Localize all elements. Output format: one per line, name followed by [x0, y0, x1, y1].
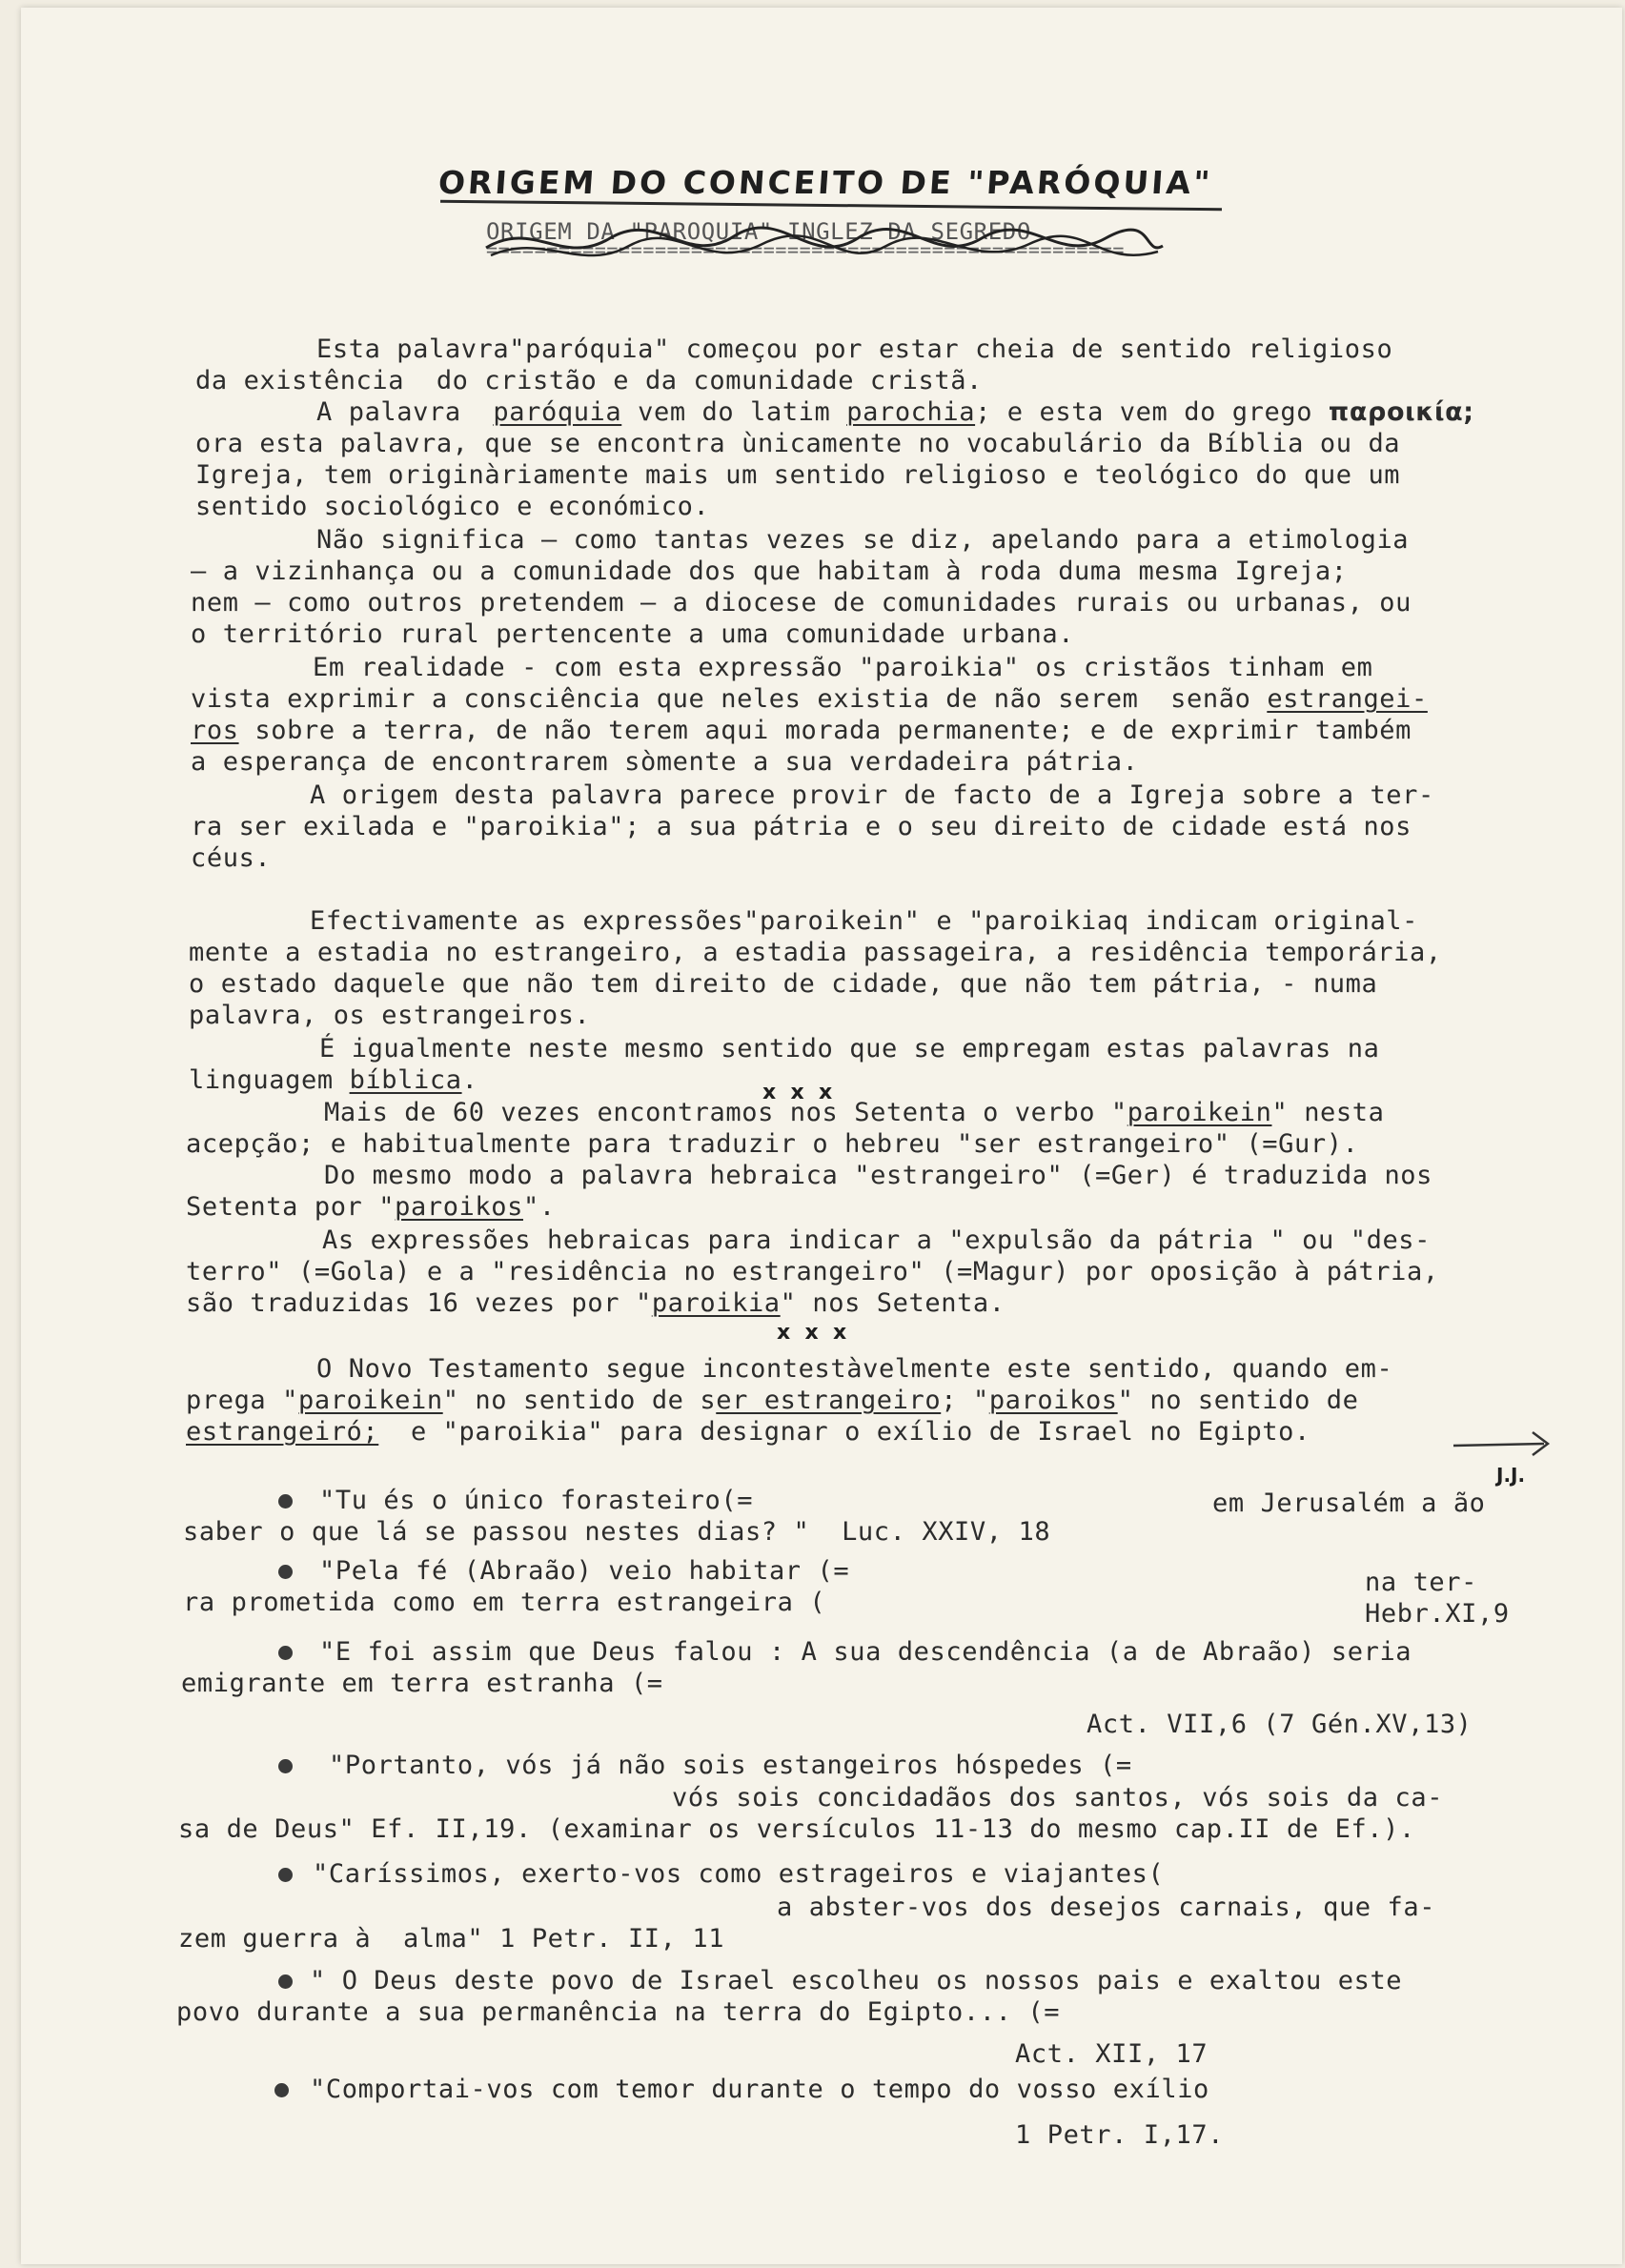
p2-line3: Igreja, tem originàriamente mais um sentido religioso e teológico do que um	[195, 460, 1401, 490]
p9-line1: Do mesmo modo a palavra hebraica "estrangeiro" (=Ger) é traduzida nos	[324, 1161, 1433, 1190]
p3-line2: — a vizinhança ou a comunidade dos que habitam à roda duma mesma Igreja;	[191, 557, 1348, 586]
p6-line4: palavra, os estrangeiros.	[189, 1001, 591, 1030]
q7-ref: 1 Petr. I,17.	[1015, 2120, 1225, 2150]
q1-line2: saber o que lá se passou nestes dias? " Luc. XXIV, 18	[183, 1517, 1051, 1547]
bullet-icon	[278, 1646, 293, 1660]
p4-line1: Em realidade - com esta expressão "paroikia" os cristãos tinham em	[313, 653, 1373, 682]
p3-line1: Não significa — como tantas vezes se diz, apelando para a etimologia	[316, 525, 1410, 555]
q3-line2: emigrante em terra estranha (=	[181, 1669, 663, 1698]
subtitle-double-underline: =====================================================	[486, 238, 1125, 261]
arrow-icon	[1449, 1425, 1563, 1463]
bullet-icon	[278, 1759, 293, 1773]
bullet-icon	[278, 1868, 293, 1882]
p5-line1: A origem desta palavra parece provir de facto de a Igreja sobre a ter-	[310, 780, 1434, 810]
p8-line2: acepção; e habitualmente para traduzir o hebreu "ser estrangeiro" (=Gur).	[186, 1129, 1359, 1159]
bullet-icon	[278, 1974, 293, 1989]
p6-line2: mente a estadia no estrangeiro, a estadia passageira, a residência temporária,	[189, 938, 1442, 967]
q2-right2: Hebr.XI,9	[1365, 1599, 1510, 1629]
p6-line3: o estado daquele que não tem direito de cidade, que não tem pátria, - numa	[189, 969, 1378, 999]
bullet-icon	[278, 1565, 293, 1579]
cross-marks-1: x x x	[762, 1081, 833, 1104]
q5-line1: "Caríssimos, exerto-vos como estrageiros e viajantes(	[313, 1859, 1165, 1889]
handwritten-initials: J.J.	[1496, 1464, 1526, 1487]
bullet-icon	[278, 1494, 293, 1509]
q2-line2: ra prometida como em terra estrangeira (	[183, 1588, 826, 1617]
p4-line4: a esperança de encontrarem sòmente a sua verdadeira pátria.	[191, 747, 1139, 777]
p8-line1: Mais de 60 vezes encontramos nos Setenta o verbo "paroikein" nesta	[324, 1098, 1385, 1127]
p5-line3: céus.	[191, 843, 272, 873]
handwritten-title: ORIGEM DO CONCEITO DE "PARÓQUIA"	[437, 164, 1214, 201]
p4-line2: vista exprimir a consciência que neles existia de não serem senão estrangei-	[191, 684, 1428, 714]
q2-right1: na ter-	[1365, 1568, 1477, 1597]
p2-line4: sentido sociológico e económico.	[195, 492, 710, 521]
q5-line2: a abster-vos dos desejos carnais, que fa-	[777, 1893, 1436, 1922]
q4-line2: vós sois concidadãos dos santos, vós sois da ca-	[672, 1783, 1444, 1812]
p3-line4: o território rural pertencente a uma comunidade urbana.	[191, 619, 1075, 649]
greek-word: παροικία;	[1328, 397, 1474, 427]
bullet-icon	[274, 2083, 289, 2097]
q1-right: em Jerusalém a ão	[1212, 1488, 1486, 1518]
q1-line1: "Tu és o único forasteiro(=	[319, 1486, 754, 1515]
p7-line1: É igualmente neste mesmo sentido que se empregam estas palavras na	[319, 1034, 1380, 1063]
p5-line2: ra ser exilada e "paroikia"; a sua pátria e o seu direito de cidade está nos	[191, 812, 1412, 841]
q6-line2: povo durante a sua permanência na terra do Egipto... (=	[176, 1997, 1061, 2027]
strike-through-scribble	[477, 210, 1172, 276]
q6-ref: Act. XII, 17	[1015, 2039, 1209, 2069]
p4-line3: ros sobre a terra, de não terem aqui morada permanente; e de exprimir também	[191, 716, 1412, 745]
q2-line1: "Pela fé (Abraão) veio habitar (=	[319, 1556, 850, 1586]
q5-line3: zem guerra à alma" 1 Petr. II, 11	[178, 1924, 725, 1954]
p3-line3: nem — como outros pretendem — a diocese de comunidades rurais ou urbanas, ou	[191, 588, 1412, 618]
q7-line1: "Comportai-vos com temor durante o tempo do vosso exílio	[310, 2075, 1209, 2104]
p9-line2: Setenta por "paroikos".	[186, 1192, 556, 1222]
q6-line1: " O Deus deste povo de Israel escolheu os nossos pais e exaltou este	[310, 1966, 1403, 1995]
q4-line1: "Portanto, vós já não sois estangeiros hóspedes (=	[329, 1751, 1132, 1780]
q3-line1: "E foi assim que Deus falou : A sua descendência (a de Abraão) seria	[319, 1637, 1412, 1667]
p11-line2: prega "paroikein" no sentido de ser estrangeiro; "paroikos" no sentido de	[186, 1386, 1359, 1415]
cross-marks-2: x x x	[777, 1321, 847, 1345]
q3-ref: Act. VII,6 (7 Gén.XV,13)	[1087, 1710, 1473, 1739]
p1-line1: Esta palavra"paróquia" começou por estar cheia de sentido religioso	[316, 334, 1393, 364]
crossed-subtitle: ORIGEM DA "PAROQUIA" INGLEZ DA SEGREDO	[486, 218, 1031, 245]
p1-line2: da existência do cristão e da comunidade cristã.	[195, 366, 983, 395]
p11-line1: O Novo Testamento segue incontestàvelmente este sentido, quando em-	[316, 1354, 1393, 1384]
p2-line2: ora esta palavra, que se encontra ùnicamente no vocabulário da Bíblia ou da	[195, 429, 1401, 458]
p2-line1: A palavra paróquia vem do latim parochia; e esta vem do grego παροικία;	[316, 397, 1474, 427]
p10-line1: As expressões hebraicas para indicar a "expulsão da pátria " ou "des-	[322, 1225, 1432, 1255]
p10-line2: terro" (=Gola) e a "residência no estrangeiro" (=Magur) por oposição à pátria,	[186, 1257, 1439, 1286]
p7-line2: linguagem bíblica.	[189, 1065, 478, 1095]
q4-line3: sa de Deus" Ef. II,19. (examinar os versículos 11-13 do mesmo cap.II de Ef.).	[178, 1814, 1415, 1844]
p11-line3: estrangeiró; e "paroikia" para designar o exílio de Israel no Egipto.	[186, 1417, 1310, 1447]
p10-line3: são traduzidas 16 vezes por "paroikia" nos Setenta.	[186, 1288, 1005, 1318]
p6-line1: Efectivamente as expressões"paroikein" e "paroikiaq indicam original-	[310, 906, 1419, 936]
